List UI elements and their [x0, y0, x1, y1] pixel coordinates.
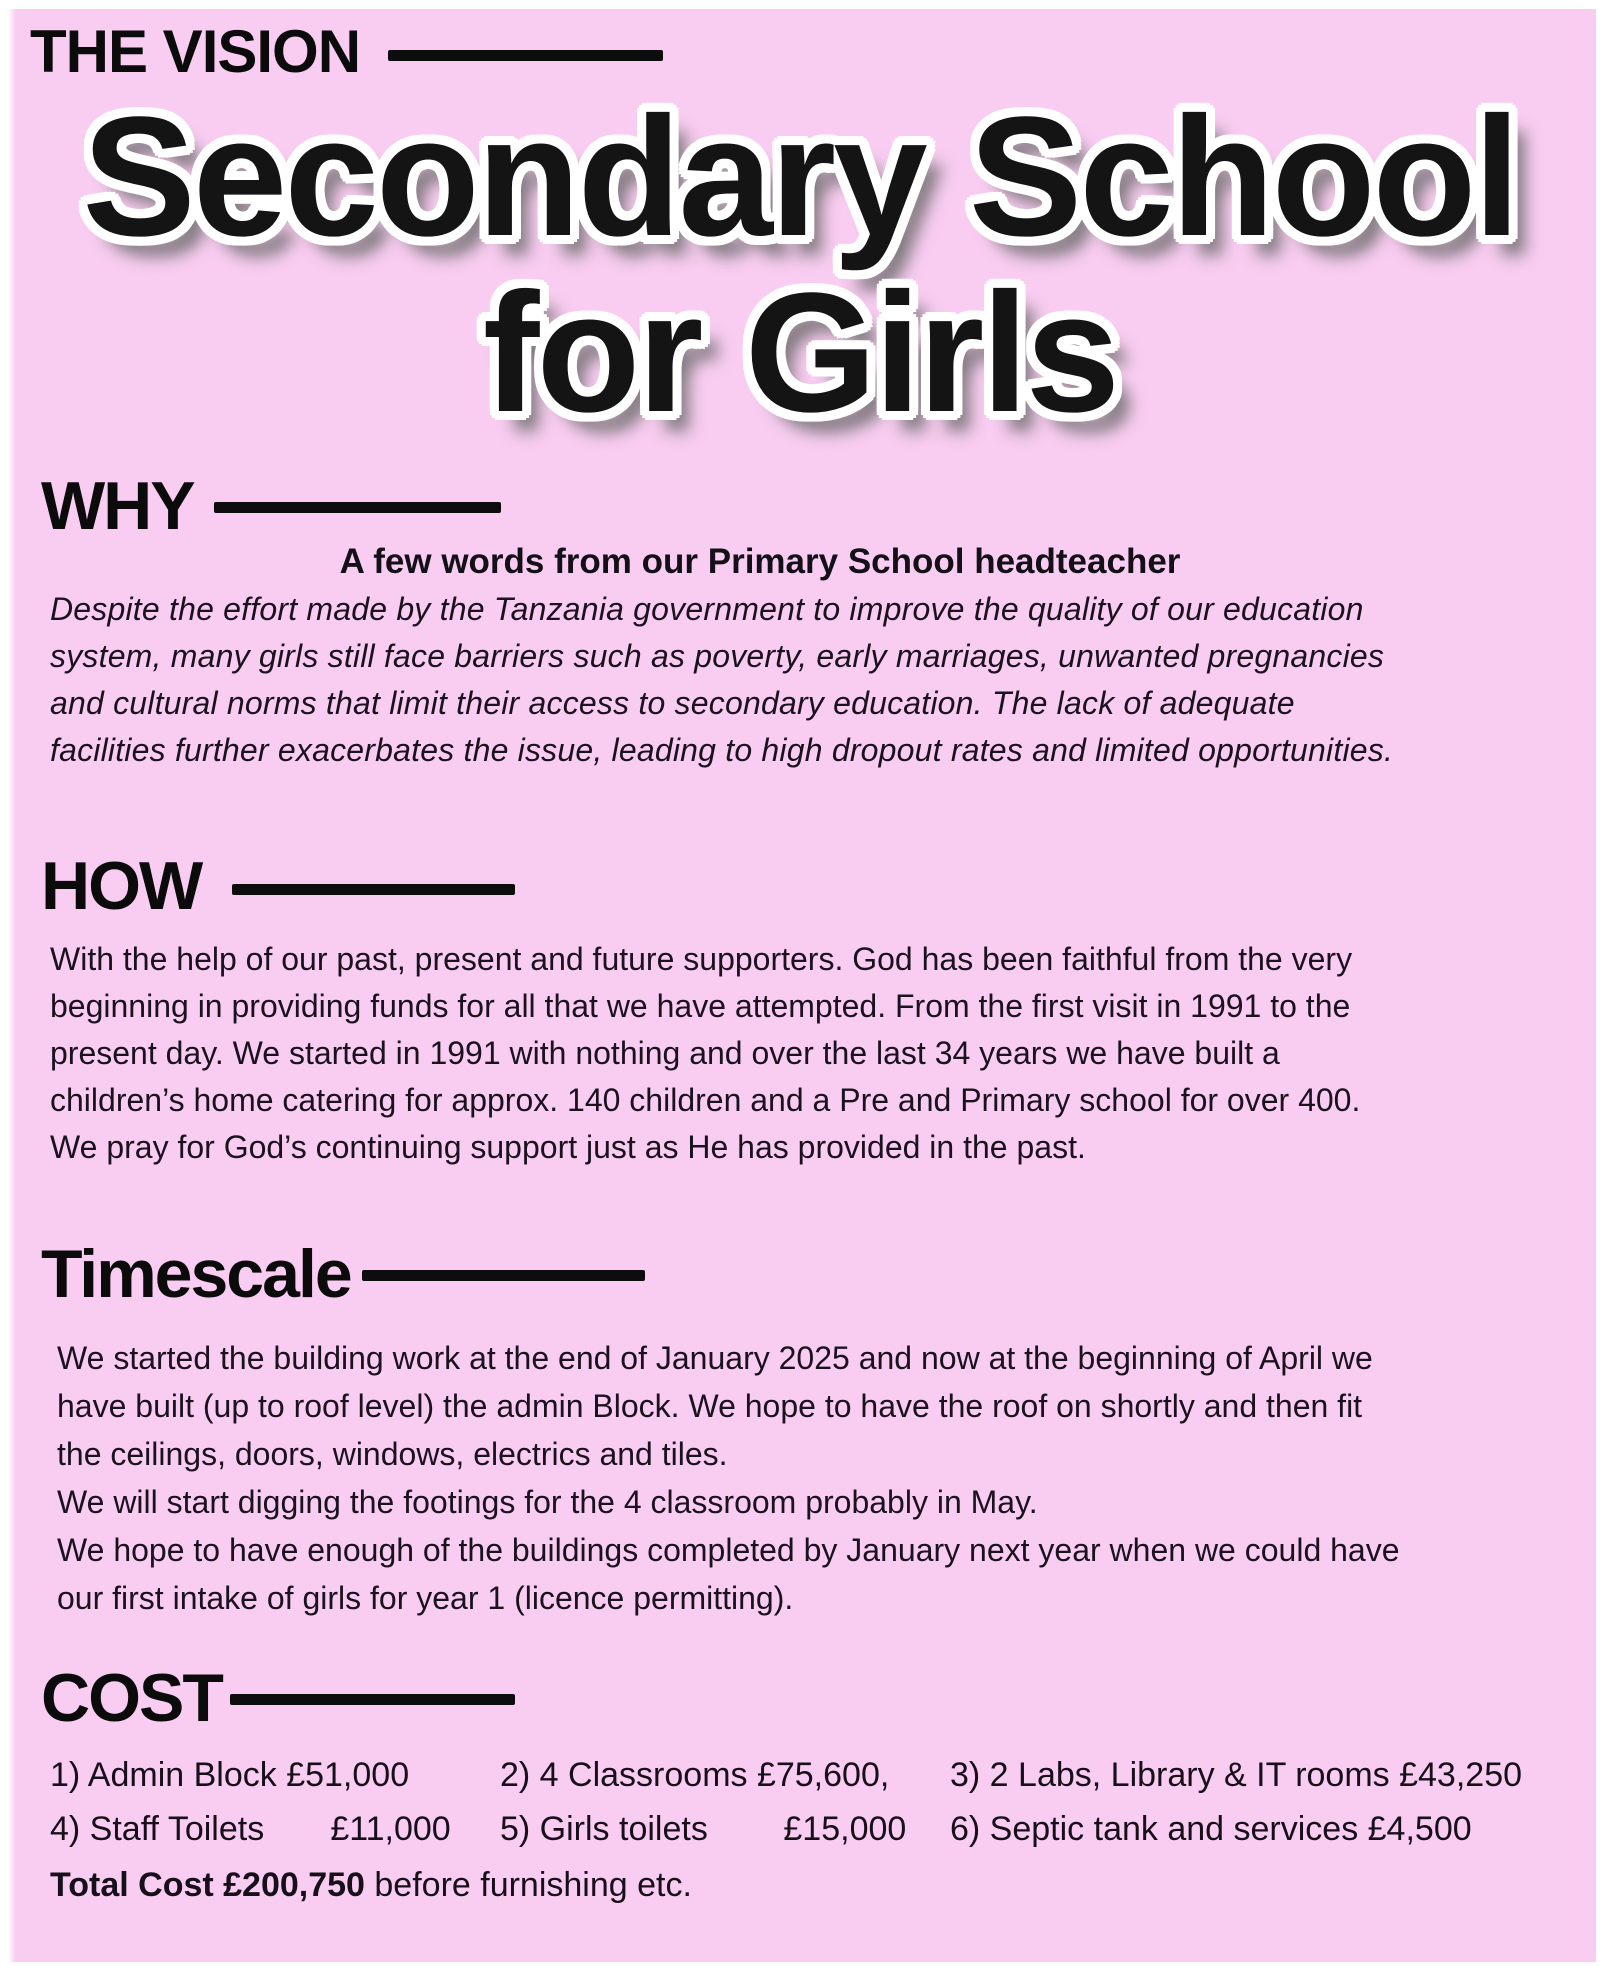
page-edge-bottom — [0, 1962, 1600, 1967]
timescale-body: We started the building work at the end of January 2025 and now at the beginning of April we have built (up to roof level) the admin Block. We hope to have the roof on shortly and then fit the ceilings, doors, windows, electrics and tiles. We will start digging the footings for the 4 classroom probably in May. We hope to have enough of the buildings completed by January next year when we could have our first intake of girls for year 1 (licence permitting). — [57, 1340, 1400, 1616]
eyebrow-title: THE VISION — [30, 18, 361, 85]
cost-total-suffix: before furnishing etc. — [364, 1866, 692, 1904]
section-cost-heading: COST — [41, 1660, 222, 1736]
cost-item-labs-library-it: 3) 2 Labs, Library & IT rooms £43,250 — [950, 1756, 1523, 1794]
cost-item-classrooms: 2) 4 Classrooms £75,600, — [500, 1756, 890, 1794]
page-edge-right — [1596, 0, 1600, 1967]
cost-item-admin-block: 1) Admin Block £51,000 — [50, 1756, 410, 1794]
cost-item-girls-toilets: 5) Girls toilets £15,000 — [500, 1810, 907, 1848]
cost-item-septic-tank: 6) Septic tank and services £4,500 — [950, 1810, 1472, 1848]
why-heading-rule — [214, 502, 501, 513]
cost-item-staff-toilets: 4) Staff Toilets £11,000 — [50, 1810, 451, 1848]
section-timescale-heading: Timescale — [41, 1236, 351, 1312]
how-heading-rule — [232, 884, 515, 895]
how-body: With the help of our past, present and future supporters. God has been faithful from the very beginning in providing funds for all that we have attempted. From the first visit in 1991 to the present day. We started in 1991 with nothing and over the last 34 years we have built a children’s home catering for approx. 140 children and a Pre and Primary school for over 400. We pray for God’s continuing support just as He has provided in the past. — [50, 941, 1361, 1165]
main-title-line2: for Girls — [482, 258, 1118, 448]
section-how-heading: HOW — [41, 848, 202, 924]
section-why-heading: WHY — [41, 468, 194, 544]
why-body: Despite the effort made by the Tanzania government to improve the quality of our education system, many girls still face barriers such as poverty, early marriages, unwanted pregnancies and cultural norms that limit their access to secondary education. The lack of adequate facilities further exacerbates the issue, leading to high dropout rates and limited opportunities. — [50, 591, 1394, 768]
page-edge-left — [0, 0, 16, 1967]
cost-total-amount: Total Cost £200,750 — [50, 1866, 365, 1904]
cost-heading-rule — [230, 1694, 515, 1705]
eyebrow-rule — [388, 50, 663, 61]
page-edge-top — [0, 0, 1600, 9]
cost-total — [50, 1868, 692, 1902]
why-subheading: A few words from our Primary School headteacher — [339, 542, 1181, 581]
main-title-line1: Secondary School — [82, 82, 1518, 272]
timescale-heading-rule — [362, 1270, 645, 1281]
